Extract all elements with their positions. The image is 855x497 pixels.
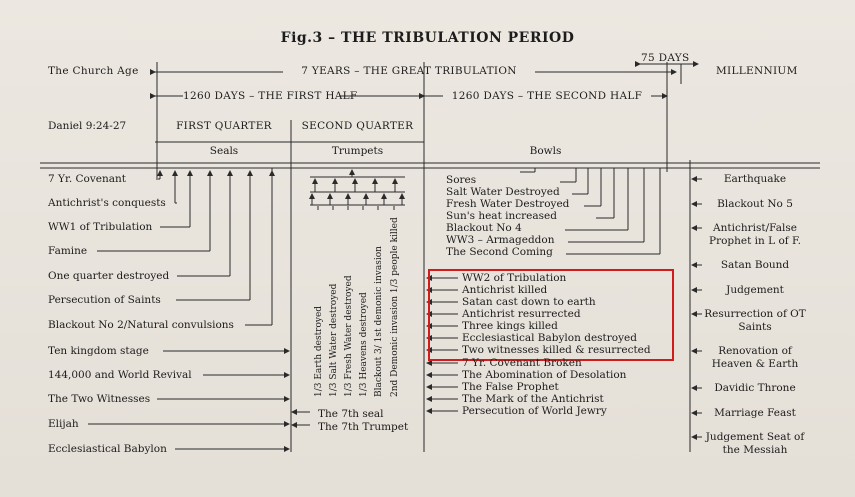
seventh-seal-label: The 7th seal: [318, 408, 384, 420]
trumpet-item: 1/3 Heavens destroyed: [359, 292, 369, 397]
millennium-item: Renovation of Heaven & Earth: [711, 345, 799, 370]
highlighted-event: Two witnesses killed & resurrected: [462, 344, 651, 356]
left-item: One quarter destroyed: [48, 270, 170, 282]
left-item: Persecution of Saints: [48, 294, 161, 306]
midpoint-event: The False Prophet: [462, 381, 559, 393]
midpoint-event: The Mark of the Antichrist: [462, 393, 604, 405]
left-item: 7 Yr. Covenant: [48, 173, 126, 185]
midpoint-event: The Abomination of Desolation: [462, 369, 627, 381]
bowls-label: Bowls: [529, 145, 562, 157]
left-item: Blackout No 2/Natural convulsions: [48, 319, 234, 331]
bowl-item: WW3 – Armageddon: [446, 234, 555, 246]
left-item: Ecclesiastical Babylon: [48, 443, 167, 455]
daniel-reference: Daniel 9:24-27: [48, 120, 127, 132]
page-title: Fig.3 – THE TRIBULATION PERIOD: [280, 30, 575, 46]
seals-label: Seals: [209, 145, 239, 157]
bowl-item: The Second Coming: [446, 246, 553, 258]
bowl-item: Fresh Water Destroyed: [446, 198, 570, 210]
highlighted-event: WW2 of Tribulation: [462, 272, 567, 284]
left-item: The Two Witnesses: [48, 393, 151, 405]
trumpet-item: 2nd Demonic invasion 1/3 people killed: [390, 217, 400, 397]
first-half-label: 1260 DAYS – THE FIRST HALF: [183, 90, 358, 102]
highlighted-event: Antichrist killed: [462, 284, 548, 296]
millennium-item: Blackout No 5: [717, 198, 793, 210]
midpoint-event: Persecution of World Jewry: [462, 405, 607, 417]
millennium-item: Earthquake: [723, 173, 787, 185]
second-quarter-label: SECOND QUARTER: [301, 120, 414, 132]
trumpets-label: Trumpets: [331, 145, 384, 157]
bowl-item: Salt Water Destroyed: [446, 186, 560, 198]
millennium-item: Marriage Feast: [714, 407, 796, 419]
seven-years-label: 7 YEARS – THE GREAT TRIBULATION: [301, 65, 517, 77]
left-item: Famine: [48, 245, 88, 257]
trumpet-item: 1/3 Fresh Water destroyed: [344, 275, 354, 397]
midpoint-event: 7 Yr. Covenant Broken: [462, 357, 582, 369]
second-half-label: 1260 DAYS – THE SECOND HALF: [451, 90, 643, 102]
first-quarter-label: FIRST QUARTER: [176, 120, 272, 132]
trumpet-item: Blackout 3/ 1st demonic invasion: [374, 246, 384, 397]
millennium-item: Judgement: [726, 284, 784, 296]
trumpet-item: 1/3 Salt Water destroyed: [329, 283, 339, 397]
bowl-item: Blackout No 4: [446, 222, 522, 234]
days75-label: 75 DAYS: [641, 52, 690, 64]
left-item: WW1 of Tribulation: [48, 221, 153, 233]
millennium-item: Resurrection of OT Saints: [704, 308, 806, 333]
left-item: Elijah: [48, 418, 79, 430]
left-item: Ten kingdom stage: [48, 345, 149, 357]
highlighted-event: Antichrist resurrected: [462, 308, 581, 320]
highlighted-event: Satan cast down to earth: [462, 296, 596, 308]
highlighted-event: Ecclesiastical Babylon destroyed: [462, 332, 637, 344]
millennium-label: MILLENNIUM: [716, 65, 798, 77]
millennium-item: Davidic Throne: [714, 382, 796, 394]
millennium-item: Satan Bound: [720, 259, 790, 271]
trumpet-item: 1/3 Earth destroyed: [314, 305, 324, 397]
bowl-item: Sun's heat increased: [446, 210, 557, 222]
left-item: Antichrist's conquests: [48, 197, 166, 209]
millennium-item: Judgement Seat of the Messiah: [705, 431, 805, 456]
bowl-item: Sores: [446, 174, 477, 186]
church-age-label: The Church Age: [48, 65, 139, 77]
millennium-item: Antichrist/False Prophet in L of F.: [709, 222, 801, 247]
seventh-trumpet-label: The 7th Trumpet: [318, 421, 409, 433]
left-item: 144,000 and World Revival: [48, 369, 192, 381]
highlighted-event: Three kings killed: [462, 320, 558, 332]
